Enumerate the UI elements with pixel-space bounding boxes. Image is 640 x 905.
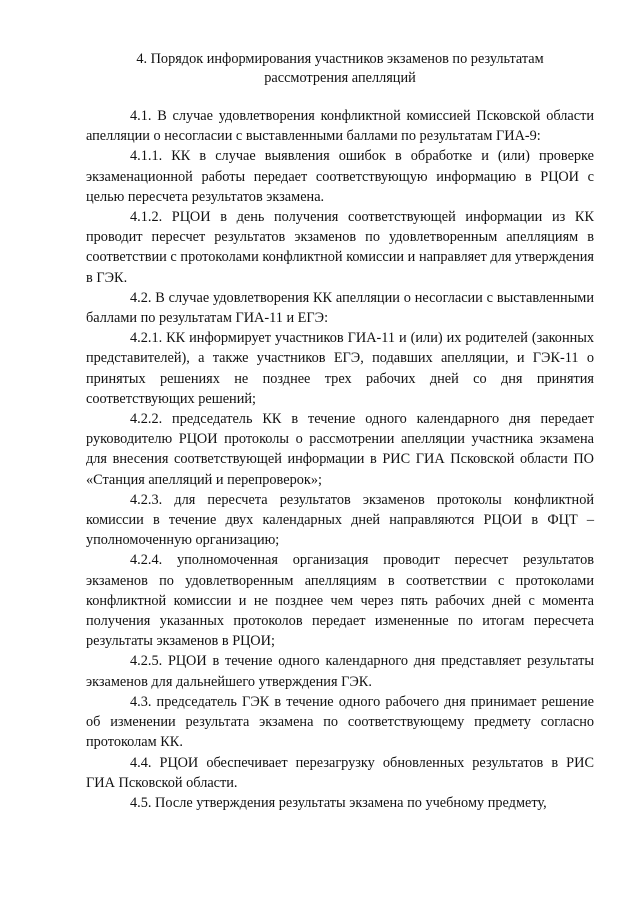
paragraph-4-2-2: 4.2.2. председатель КК в течение одного календарного дня передает руководителю РЦОИ протоколы о рассмотрении апелляции участника экзамена для внесения соответствующей информации в РИС ГИА Псковской области ПО «Станция апелляций и перепроверок»;: [86, 411, 594, 488]
paragraph-4-5: 4.5. После утверждения результаты экзамена по учебному предмету,: [130, 794, 547, 811]
paragraph-4-4: 4.4. РЦОИ обеспечивает перезагрузку обновленных результатов в РИС ГИА Псковской области.: [86, 754, 594, 791]
paragraph-4-2-3: 4.2.3. для пересчета результатов экзаменов протоколы конфликтной комиссии в течение двух календарных дней направляются РЦОИ в ФЦТ – уполномоченную организацию;: [86, 491, 594, 549]
document-page: [86, 50, 594, 813]
paragraph-4-1-2: 4.1.2. РЦОИ в день получения соответствующей информации из КК проводит пересчет результатов экзаменов по удовлетворенным апелляциям в соответствии с протоколами конфликтной комиссии и направляет для утверждения в ГЭК.: [86, 209, 594, 286]
heading-line-1: 4. Порядок информирования участников экзаменов по результатам: [136, 51, 544, 67]
paragraph-4-1-1: 4.1.1. КК в случае выявления ошибок в обработке и (или) проверке экзаменационной работы передает соответствующую информацию в РЦОИ с целью пересчета результатов экзамена.: [86, 148, 594, 205]
paragraph-4-3: 4.3. председатель ГЭК в течение одного рабочего дня принимает решение об изменении результата экзамена по соответствующему предмету согласно протоколам КК.: [86, 693, 594, 751]
paragraph-4-2-1: 4.2.1. КК информирует участников ГИА-11 и (или) их родителей (законных представителей), а также участников ЕГЭ, подавших апелляции, и ГЭК-11 о принятых решениях не позднее трех рабочих дней со дня принятия соответствующих решений;: [86, 330, 594, 407]
paragraph-4-2-5: 4.2.5. РЦОИ в течение одного календарного дня представляет результаты экзаменов для дальнейшего утверждения ГЭК.: [86, 653, 594, 690]
paragraph-4-1: 4.1. В случае удовлетворения конфликтной комиссией Псковской области апелляции о несогласии с выставленными баллами по результатам ГИА-9:: [86, 108, 594, 145]
heading-line-2: рассмотрения апелляций: [264, 70, 416, 86]
section-heading: [86, 50, 594, 88]
paragraph-4-2-4: 4.2.4. уполномоченная организация проводит пересчет результатов экзаменов по удовлетворенным апелляциям в соответствии с протоколами конфликтной комиссии и не позднее чем через пять рабочих дней с момента получения указанных протоколов передает измененные по итогам пересчета результаты экзаменов в РЦОИ;: [86, 552, 594, 650]
paragraph-4-2: 4.2. В случае удовлетворения КК апелляции о несогласии с выставленными баллами по результатам ГИА-11 и ЕГЭ:: [86, 289, 594, 327]
